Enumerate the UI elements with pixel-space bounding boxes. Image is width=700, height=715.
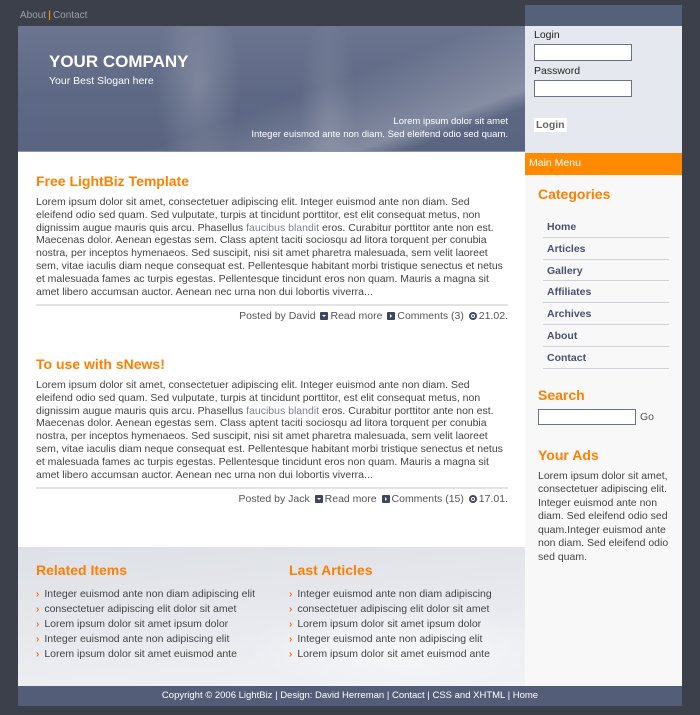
list-item-link[interactable]: consectetuer adipiscing elit dolor sit amet xyxy=(44,603,237,615)
post-body xyxy=(36,379,508,482)
comments-icon xyxy=(382,495,390,503)
main-content xyxy=(18,152,525,547)
header-text xyxy=(251,115,508,141)
last-articles-title: Last Articles xyxy=(289,562,373,578)
top-link-contact[interactable]: Contact xyxy=(52,10,88,21)
list-item[interactable] xyxy=(36,602,255,617)
list-item-link[interactable]: Lorem ipsum dolor sit amet euismod ante xyxy=(297,648,490,660)
separator: | xyxy=(504,690,513,701)
post-body-highlight: faucibus blandit xyxy=(246,221,320,234)
post-meta xyxy=(36,304,508,322)
post-1 xyxy=(36,173,508,322)
login-label: Login xyxy=(534,29,560,41)
post-body-text: Lorem ipsum dolor sit amet, consectetuer adipiscing elit. Integer euismod ante non diam. Sed eleifend odio sed quam. Sed vulputate, turpis at tincidunt porttitor, est elit consequat metus, non dignissim augue mauris quis arcu. Phasellus xyxy=(36,196,481,234)
comments-icon xyxy=(387,312,395,320)
password-label: Password xyxy=(534,65,581,77)
category-item-about[interactable] xyxy=(543,325,669,347)
list-item[interactable] xyxy=(289,602,492,617)
categories-list xyxy=(543,216,669,369)
category-item-home[interactable] xyxy=(543,216,669,238)
header-text-line-1: Lorem ipsum dolor sit amet xyxy=(393,116,508,127)
post-body xyxy=(36,196,508,299)
search-form xyxy=(538,409,669,425)
comments-link[interactable]: Comments (15) xyxy=(391,493,464,505)
post-date: 17.01. xyxy=(478,493,508,505)
category-item-contact[interactable] xyxy=(543,347,669,369)
chevron-right-icon: › xyxy=(36,619,40,630)
category-link[interactable]: Archives xyxy=(547,308,592,321)
bottom-section xyxy=(18,547,525,686)
list-item[interactable] xyxy=(36,632,255,647)
list-item-link[interactable]: Lorem ipsum dolor sit amet ipsum dolor xyxy=(297,618,482,630)
chevron-right-icon: › xyxy=(36,604,40,615)
chevron-right-icon: › xyxy=(289,604,293,615)
category-item-archives[interactable] xyxy=(543,303,669,325)
related-items-title: Related Items xyxy=(36,562,128,578)
category-link[interactable]: Affiliates xyxy=(547,286,592,299)
read-more-link[interactable]: Read more xyxy=(324,493,377,505)
list-item-link[interactable]: Lorem ipsum dolor sit amet euismod ante xyxy=(44,648,237,660)
category-link[interactable]: Gallery xyxy=(547,264,583,277)
footer-contact-link[interactable]: Contact xyxy=(391,690,425,701)
search-title: Search xyxy=(538,386,585,403)
category-item-articles[interactable] xyxy=(543,238,669,260)
password-input[interactable] xyxy=(534,80,632,97)
list-item[interactable] xyxy=(289,617,492,632)
posted-by: Posted by Jack xyxy=(238,493,310,505)
category-link[interactable]: Articles xyxy=(547,242,586,255)
related-items-list xyxy=(36,587,255,662)
footer xyxy=(18,686,682,706)
list-item-link[interactable]: Lorem ipsum dolor sit amet ipsum dolor xyxy=(44,618,229,630)
list-item-link[interactable]: Integer euismod ante non diam adipiscing elit xyxy=(44,588,256,600)
category-item-affiliates[interactable] xyxy=(543,281,669,303)
post-title[interactable]: Free LightBiz Template xyxy=(36,173,189,189)
login-button[interactable]: Login xyxy=(536,119,565,131)
footer-design-link[interactable]: Design: David Herreman xyxy=(280,690,385,701)
right-column-top xyxy=(525,5,682,26)
post-2 xyxy=(36,356,508,505)
ads-text: Lorem ipsum dolor sit amet, consectetuer adipiscing elit. Integer euismod ante non diam. Sed eleifend odio sed quam.Integer euismod ante non diam. Sed eleifend odio sed quam. xyxy=(538,469,669,563)
list-item-link[interactable]: Integer euismod ante non diam adipiscing xyxy=(297,588,492,600)
header-banner xyxy=(18,26,525,152)
slogan: Your Best Slogan here xyxy=(49,75,154,87)
list-item[interactable] xyxy=(289,647,492,662)
post-title[interactable]: To use with sNews! xyxy=(36,356,165,372)
chevron-right-icon: › xyxy=(36,634,40,645)
sidebar xyxy=(525,175,682,686)
post-meta xyxy=(36,487,508,505)
list-item[interactable] xyxy=(289,587,492,602)
list-item-link[interactable]: Integer euismod ante non adipiscing elit xyxy=(297,633,483,645)
list-item-link[interactable]: Integer euismod ante non adipiscing elit xyxy=(44,633,230,645)
list-item[interactable] xyxy=(36,587,255,602)
footer-css-xhtml-link[interactable]: CSS and XHTML xyxy=(432,690,505,701)
ads-title: Your Ads xyxy=(538,446,599,463)
related-items xyxy=(36,562,255,662)
category-link[interactable]: About xyxy=(547,329,578,342)
separator: | xyxy=(272,690,281,701)
separator: | xyxy=(384,690,392,701)
search-input[interactable] xyxy=(538,409,636,425)
search-go-button[interactable]: Go xyxy=(640,410,655,423)
comments-link[interactable]: Comments (3) xyxy=(397,310,464,322)
login-input[interactable] xyxy=(534,44,632,61)
post-body-text: eros. Curabitur porttitor ante non est. Maecenas dolor. Aenean egestas sem. Class aptent taciti sociosqu ad litora torquent per conubia nostra, per inceptos hymenaeos. Sed suscipit, nisi sit amet pharetra malesuada, sem velit laoreet sem, vitae iaculis diam neque consequat est. Pellentesque habitant morbi tristique senectus et netus et malesuada fames ac turpis egestas. Pellentesque tincidunt eros non quam. Mauris a magna sit amet libero accumsan auctor. Aenean nec urna non dui lobortis viverra... xyxy=(36,404,503,481)
separator: | xyxy=(424,690,433,701)
chevron-right-icon: › xyxy=(36,649,40,660)
chevron-right-icon: › xyxy=(289,634,293,645)
category-link[interactable]: Contact xyxy=(547,351,587,364)
chevron-right-icon: › xyxy=(36,589,40,600)
list-item[interactable] xyxy=(289,632,492,647)
read-more-icon xyxy=(320,312,328,320)
main-menu-bar: Main Menu xyxy=(525,153,682,175)
post-body-highlight: faucibus blandit xyxy=(246,404,320,417)
category-link[interactable]: Home xyxy=(547,221,577,233)
read-more-icon xyxy=(315,495,323,503)
chevron-right-icon: › xyxy=(289,589,293,600)
top-link-about[interactable]: About xyxy=(20,10,47,21)
chevron-right-icon: › xyxy=(289,619,293,630)
last-articles-list xyxy=(289,587,492,662)
last-articles xyxy=(289,562,492,662)
date-icon xyxy=(469,495,477,503)
post-date: 21.02. xyxy=(478,310,508,322)
categories-title: Categories xyxy=(538,186,611,202)
post-body-text: eros. Curabitur porttitor ante non est. Maecenas dolor. Aenean egestas sem. Class aptent taciti sociosqu ad litora torquent per conubia nostra, per inceptos hymenaeos. Sed suscipit, nisi sit amet pharetra malesuada, sem velit laoreet sem, vitae iaculis diam neque consequat est. Pellentesque habitant morbi tristique senectus et netus et malesuada fames ac turpis egestas. Pellentesque tincidunt eros non quam. Mauris a magna sit amet libero accumsan auctor. Aenean nec urna non dui lobortis viverra... xyxy=(36,221,503,298)
copyright: Copyright © 2006 LightBiz xyxy=(161,690,273,701)
date-icon xyxy=(469,312,477,320)
header-text-line-2: Integer euismod ante non diam. Sed eleifend odio sed quam. xyxy=(251,129,508,140)
footer-home-link[interactable]: Home xyxy=(512,690,539,701)
company-name: YOUR COMPANY xyxy=(49,52,189,71)
read-more-link[interactable]: Read more xyxy=(330,310,383,322)
posted-by: Posted by David xyxy=(239,310,316,322)
top-links xyxy=(20,10,87,21)
list-item[interactable] xyxy=(36,647,255,662)
category-item-gallery[interactable] xyxy=(543,260,669,282)
chevron-right-icon: › xyxy=(289,649,293,660)
list-item[interactable] xyxy=(36,617,255,632)
list-item-link[interactable]: consectetuer adipiscing elit dolor sit amet xyxy=(297,603,490,615)
login-form xyxy=(525,26,682,153)
separator: | xyxy=(48,10,51,21)
post-body-text: Lorem ipsum dolor sit amet, consectetuer adipiscing elit. Integer euismod ante non diam. Sed eleifend odio sed quam. Sed vulputate, turpis at tincidunt porttitor, est elit consequat metus, non dignissim augue mauris quis arcu. Phasellus xyxy=(36,379,481,417)
